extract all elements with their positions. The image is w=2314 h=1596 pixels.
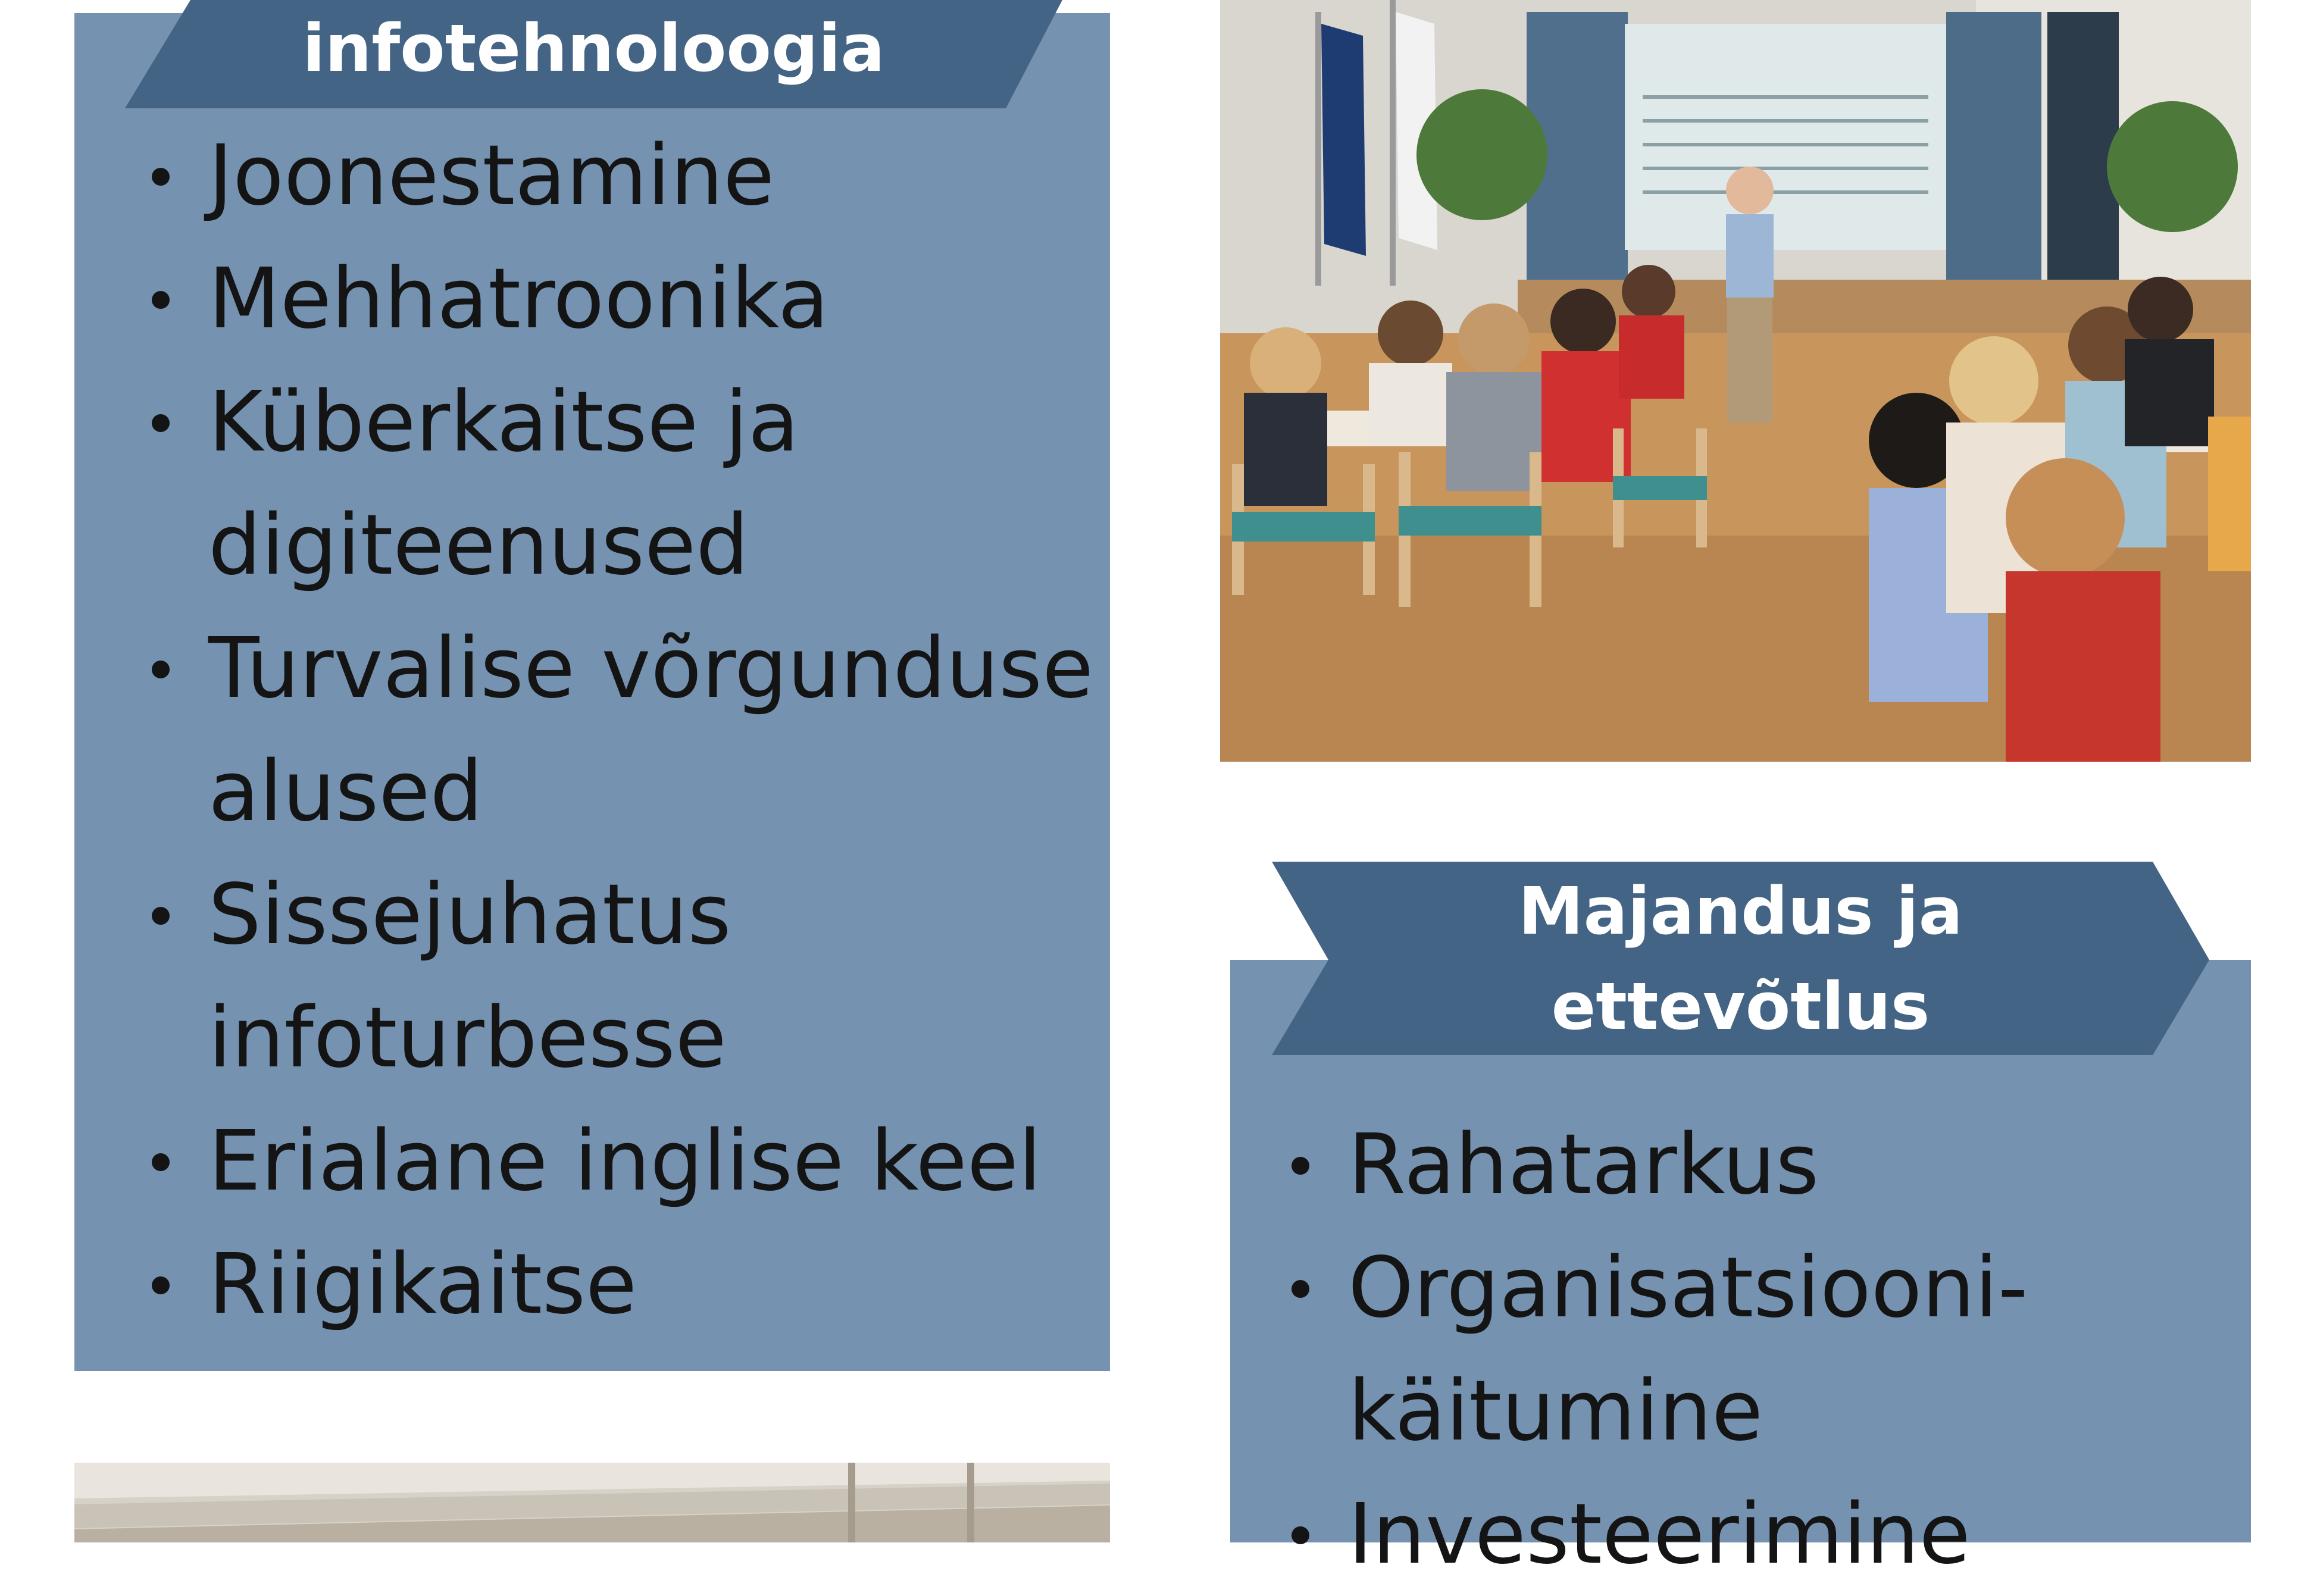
left-subject-list xyxy=(208,114,1101,1346)
list-item: Joonestamine xyxy=(208,114,1101,237)
left-section-banner xyxy=(125,0,1062,108)
right-banner-title-line-2: ettevõtlus xyxy=(1551,968,1930,1044)
list-item: Organisatsiooni- käitumine xyxy=(1348,1226,2229,1473)
list-item: Sissejuhatus infoturbesse xyxy=(208,853,1101,1100)
list-item: Rahatarkus xyxy=(1348,1103,2229,1226)
right-section-banner xyxy=(1272,862,2209,1055)
list-item: Investeerimine xyxy=(1348,1473,2229,1596)
left-banner-title: infotehnoloogia xyxy=(302,10,885,86)
list-item: Mehhatroonika xyxy=(208,237,1101,361)
right-banner-title-line-1: Majandus ja xyxy=(1518,872,1963,949)
list-item: Küberkaitse ja digiteenused xyxy=(208,361,1101,607)
classroom-photo-illustration xyxy=(1220,0,2251,762)
ceiling-photo-illustration xyxy=(74,1463,1110,1542)
list-item: Turvalise võrgunduse alused xyxy=(208,607,1101,853)
right-subject-list xyxy=(1348,1103,2229,1596)
list-item: Riigikaitse xyxy=(208,1223,1101,1346)
ceiling-photo xyxy=(74,1463,1110,1542)
classroom-photo xyxy=(1220,0,2251,762)
list-item: Erialane inglise keel xyxy=(208,1100,1101,1223)
